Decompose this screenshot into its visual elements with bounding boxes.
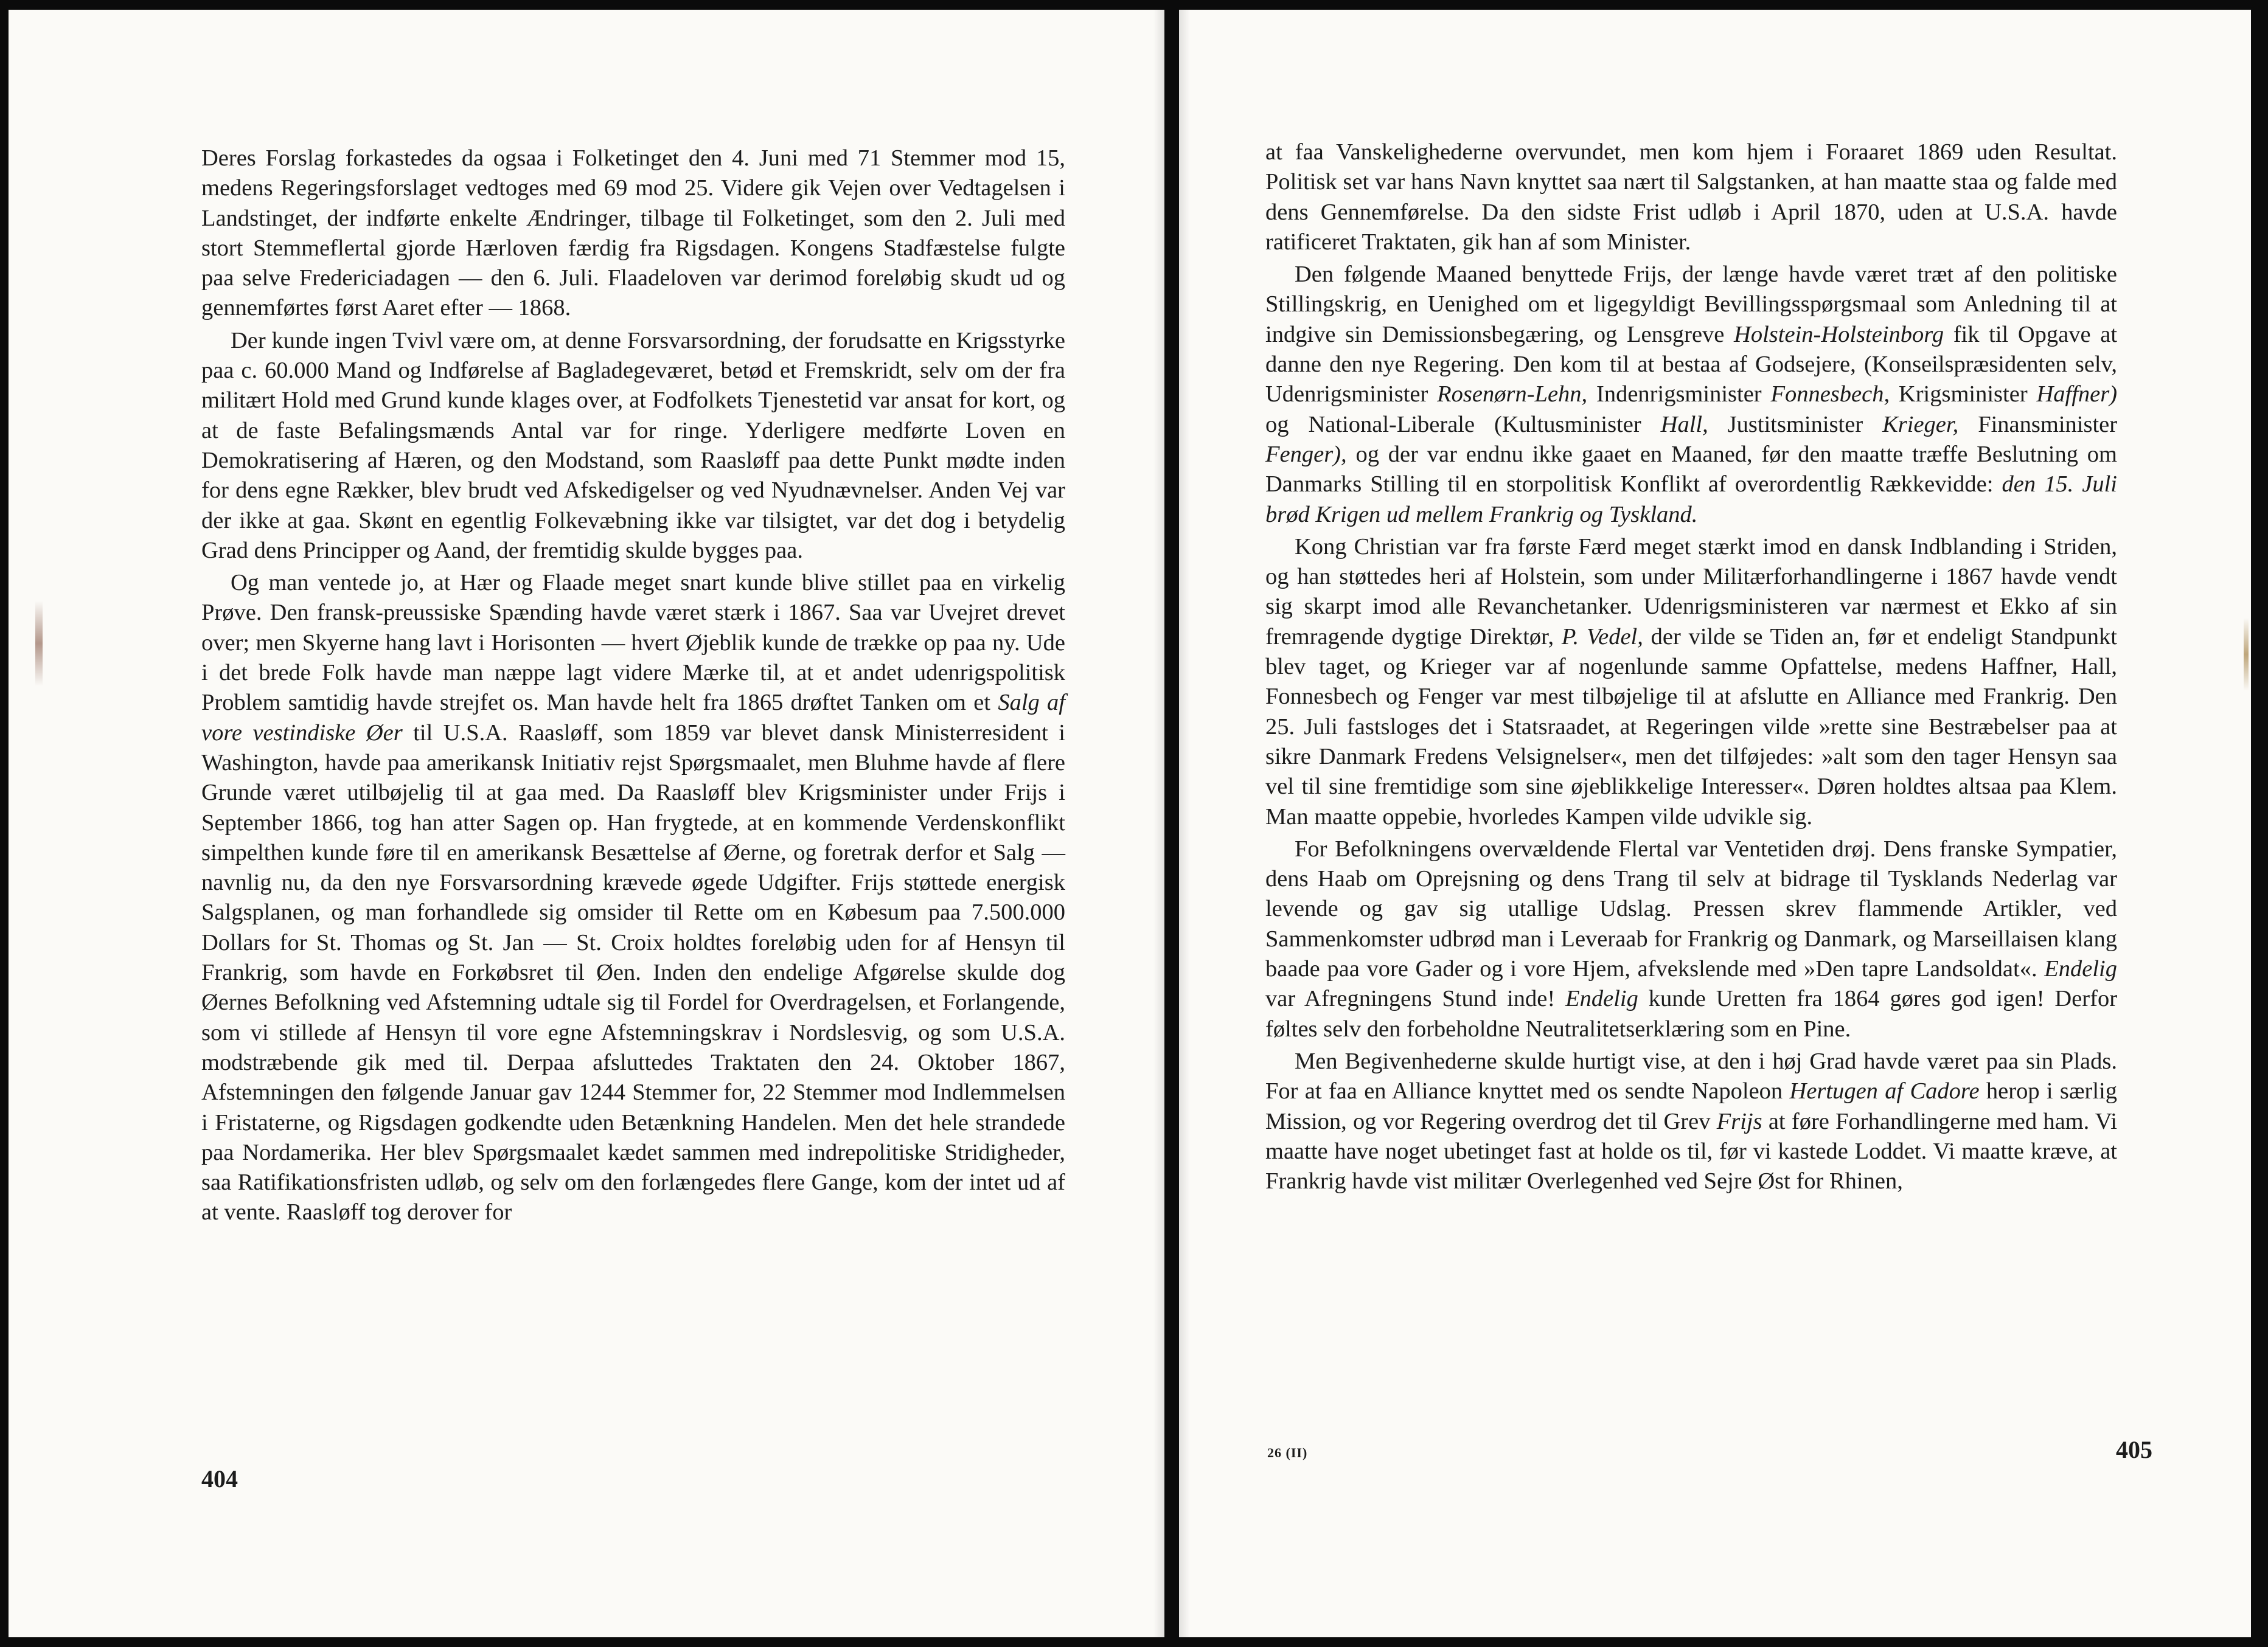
italic-name: Frijs bbox=[1716, 1108, 1762, 1134]
paragraph: Der kunde ingen Tvivl være om, at denne Forsvarsordning, der forudsatte en Krigsstyrke paa c. 60.000 Mand og Indførelse af Bagladegeværet, betød et Fremskridt, selv om der fra militært Hold med Grund kunde klages over, at Fodfolkets Tjenestetid var ansat for kort, og at de faste Befalingsmænds Antal var for ringe. Yderligere medførte Loven en Demokratisering af Hæren, og den Modstand, som Raasløff paa dette Punkt mødte inden for dens egne Rækker, blev brudt ved Afskedigelser og ved Nyudnævnelser. Anden Vej var der ikke at gaa. Skønt en egentlig Folkevæbning ikke var tilsigtet, var det dog i betydelig Grad dens Principper og Aand, der fremtidig skulde bygges paa. bbox=[201, 327, 1065, 563]
italic-word: Endelig bbox=[2044, 956, 2117, 982]
italic-name: P. Vedel, bbox=[1561, 623, 1643, 650]
text-run: Indenrigsminister bbox=[1596, 381, 1762, 407]
italic-name: Hall, bbox=[1660, 411, 1708, 437]
text-run: og National-Liberale (Kultusminister bbox=[1265, 411, 1641, 437]
paragraph: Deres Forslag forkastedes da ogsaa i Folketinget den 4. Juni med 71 Stemmer mod 15, medens Regeringsforslaget vedtoges med 69 mod 25. Videre gik Vejen over Vedtagelsen i Landstinget, der indførte enkelte Ændringer, tilbage til Folketinget, som den 2. Juli med stort Stemmeflertal gjorde Hærloven færdig fra Rigsdagen. Kongens Stadfæstelse fulgte paa selve Fredericiadagen — den 6. Juli. Flaadeloven var derimod foreløbig skudt ud og gennemførtes først Aaret efter — 1868. bbox=[201, 145, 1065, 321]
page-number: 404 bbox=[201, 1465, 238, 1493]
paragraph: at faa Vanskelighederne overvundet, men kom hjem i Foraaret 1869 uden Resultat. Politisk set var hans Navn knyttet saa nært til Salgstanken, at han maatte staa og falde med dens Gennemførelse. Da den sidste Frist udløb i April 1870, uden at U.S.A. havde ratificeret Traktaten, gik han af som Minister. bbox=[1265, 139, 2117, 255]
italic-name: Fenger), bbox=[1265, 441, 1347, 467]
text-run: Justitsminister bbox=[1727, 411, 1863, 437]
text-run: Finansminister bbox=[1978, 411, 2118, 437]
page-number: 405 bbox=[2116, 1436, 2152, 1463]
paragraph bbox=[201, 568, 1065, 1228]
text-run: og der var endnu ikke gaaet en Maaned, før den maatte træffe Beslutning om Danmarks Stilling til en storpolitisk Konflikt af overordentlig Rækkevidde: bbox=[1265, 441, 2118, 498]
text-run: For Befolkningens overvældende Flertal var Ventetiden drøj. Dens franske Sympatier, dens Haab om Oprejsning og dens Trang til selv at bidrage til Tysklands Nederlag var levende og gav sig utallige Udslag. Pressen skrev flammende Artikler, ved Sammenkomster udbrød man i Leveraab for Frankrig og Danmark, og Marseillaisen klang baade paa vore Gader og i vore Hjem, afvekslende med »Den tapre Landsoldat«. bbox=[1265, 836, 2117, 982]
paragraph bbox=[1265, 532, 2117, 832]
page-stain bbox=[2244, 618, 2249, 691]
text-run: Krigsminister bbox=[1898, 381, 2028, 407]
left-page-text bbox=[201, 144, 1065, 1228]
italic-name: Holstein-Holsteinborg bbox=[1734, 321, 1944, 347]
signature-mark: 26 (II) bbox=[1267, 1445, 1308, 1460]
text-run: Men Begivenhederne skulde hurtigt vise, at den i høj Grad havde været paa sin Plads. For at faa en Alliance knyttet med os sendte Napoleon bbox=[1265, 1048, 2117, 1104]
right-page bbox=[1179, 10, 2251, 1637]
left-page bbox=[9, 10, 1164, 1637]
text-run: herop i særlig Mission, og vor Regering overdrog det til Grev bbox=[1265, 1078, 2118, 1134]
text-run: var Afregningens Stund inde! bbox=[1265, 986, 1556, 1012]
italic-phrase: den 15. Juli brød Krigen ud mellem Frankrig og Tyskland. bbox=[1265, 471, 2118, 527]
italic-name: Rosenørn-Lehn, bbox=[1437, 381, 1588, 407]
italic-name: Fonnesbech, bbox=[1770, 381, 1890, 407]
italic-name: Haffner) bbox=[2036, 381, 2118, 407]
italic-name: Hertugen af Cadore bbox=[1789, 1078, 1980, 1104]
italic-name: Krieger, bbox=[1882, 411, 1959, 437]
text-run: fik til Opgave at danne den nye Regering. Den kom til at bestaa af Godsejere, (Konseilspræsidenten selv, Udenrigsminister bbox=[1265, 321, 2118, 407]
text-run: Den følgende Maaned benyttede Frijs, der længe havde været træt af den politiske Stillingskrig, en Uenighed om et ligegyldigt Bevillingsspørgsmaal som Anledning til at indgive sin Demissionsbegæring, og Lensgreve bbox=[1265, 262, 2117, 347]
text-run: der vilde se Tiden an, før et endeligt Standpunkt blev taget, og Krieger var af nogenlunde samme Opfattelse, medens Haffner, Hall, Fonnesbech og Fenger var mest tilbøjelige til at afslutte en Alliance med Frankrig. Den 25. Juli fastsloges det i Statsraadet, at Regeringen vilde »rette sine Bestræbelser paa at sikre Danmark Fredens Velsignelser«, men det tilføjedes: »alt som den tager Hensyn saa vel til sine fremtidige som sine øjeblikkelige Interesser«. Døren holdtes altsaa paa Klem. Man maatte oppebie, hvorledes Kampen vilde udvikle sig. bbox=[1265, 623, 2117, 830]
paragraph-text: Og man ventede jo, at Hær og Flaade meget snart kunde blive stillet paa en virkelig Prøve. Den fransk-preussiske Spænding havde været stærk i 1867. Saa var Uvejret drevet over; men Skyerne hang lavt i Horisonten — hvert Øjeblik kunde de trække op paa ny. Ude i det brede Folk havde man næppe lagt videre Mærke til, at et andet udenrigspolitisk Problem samtidig havde strejfet os. Man havde helt fra 1865 drøftet Tanken om et bbox=[201, 570, 1065, 716]
text-run: Kong Christian var fra første Færd meget stærkt imod en dansk Indblanding i Striden, og han støttedes heri af Holstein, som under Militærforhandlingerne i 1867 havde vendt sig skarpt imod alle Revanchetanker. Udenrigsministeren var nærmest et Ekko af sin fremragende dygtige Direktør, bbox=[1265, 533, 2117, 650]
paragraph bbox=[1265, 834, 2117, 1044]
paragraph-text: til U.S.A. Raasløff, som 1859 var blevet dansk Ministerresident i Washington, havde paa amerikansk Initiativ rejst Spørgsmaalet, men Bluhme havde af flere Grunde været utilbøjelig til at gaa med. Da Raasløff blev Krigsminister under Frijs i September 1866, tog han atter Sagen op. Han frygtede, at en kommende Verdenskonflikt simpelthen kunde føre til en amerikansk Besættelse af Øerne, og foretrak derfor et Salg — navnlig nu, da den nye Forsvarsordning krævede øgede Udgifter. Frijs støttede energisk Salgsplanen, og man forhandlede sig omsider til Rette om en Købesum paa 7.500.000 Dollars for St. Thomas og St. Jan — St. Croix holdtes foreløbig uden for af Hensyn til Frankrig, som havde en Forkøbsret til Øen. Inden den endelige Afgørelse skulde dog Øernes Befolkning ved Afstemning udtale sig til Fordel for Overdragelsen, et Forlangende, som vi stillede af Hensyn til vore egne Afstemningskrav i Nordslesvig, og som U.S.A. modstræbende gik med til. Derpaa afsluttedes Traktaten den 24. Oktober 1867, Afstemningen den følgende Januar gav 1244 Stemmer for, 22 Stemmer mod Indlemmelsen i Fristaterne, og Rigsdagen godkendte uden Betænkning Handelen. Men det hele strandede paa Nordamerika. Her blev Spørgsmaalet kædet sammen med indrepolitiske Stridigheder, saa Ratifikationsfristen udløb, og selv om den forlængedes flere Gange, kom der intet ud af at vente. Raasløff tog derover for bbox=[201, 719, 1065, 1226]
italic-word: Endelig bbox=[1565, 986, 1638, 1012]
paragraph bbox=[1265, 260, 2117, 530]
spine-shadow-right bbox=[1179, 10, 1190, 1637]
right-page-text bbox=[1265, 137, 2117, 1196]
spine-shadow-left bbox=[1153, 10, 1164, 1637]
italic-phrase: Salg af vore vestindiske Øer bbox=[201, 690, 1065, 746]
text-run: at føre Forhandlingerne med ham. Vi maatte have noget ubetinget fast at holde os til, før vi kastede Loddet. Vi maatte kræve, at Frankrig havde vist militær Overlegenhed ved Sejre Øst for Rhinen, bbox=[1265, 1108, 2117, 1195]
page-stain bbox=[35, 601, 43, 686]
paragraph bbox=[1265, 1047, 2117, 1196]
text-run: kunde Uretten fra 1864 gøres god igen! Derfor føltes selv den forbeholdne Neutralitetserklæring som en Pine. bbox=[1265, 986, 2118, 1042]
